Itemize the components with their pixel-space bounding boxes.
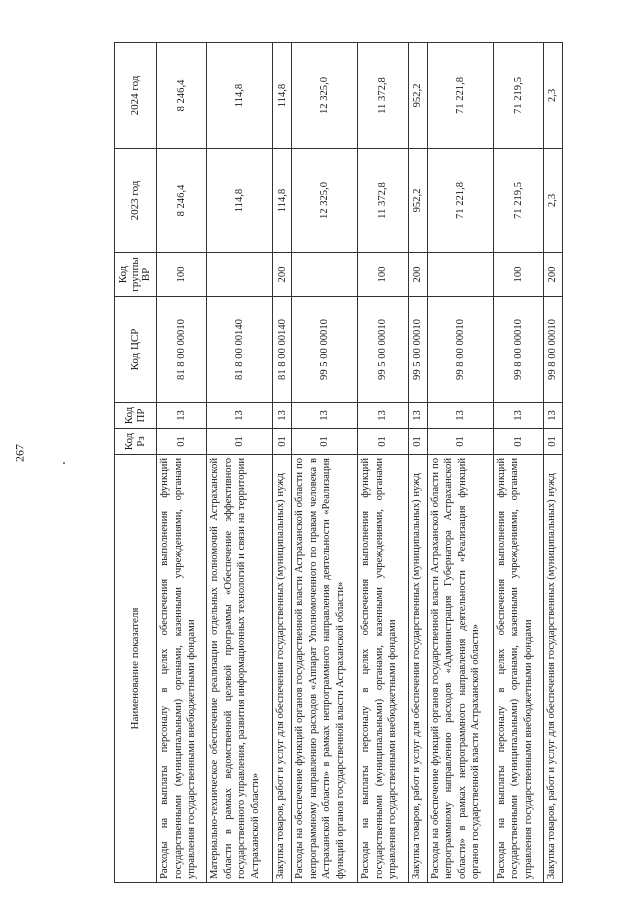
cell-y2023: 114,8 bbox=[207, 149, 273, 253]
cell-y2023: 952,2 bbox=[408, 149, 427, 253]
budget-table bbox=[114, 42, 563, 883]
cell-y2024: 114,8 bbox=[207, 43, 273, 149]
header-vr: Код группы ВР bbox=[115, 253, 157, 297]
cell-rz: 01 bbox=[493, 429, 543, 455]
cell-csr: 99 5 00 00010 bbox=[292, 297, 358, 403]
cell-csr: 99 8 00 00010 bbox=[427, 297, 493, 403]
cell-y2024: 8 246,4 bbox=[157, 43, 207, 149]
cell-name: Расходы на выплаты персоналу в целях обеспечения выполнения функций государственными (муниципальными) органами, казенными учреждениями, органами управления государственными внебюджетными фондами bbox=[157, 455, 207, 883]
table-row bbox=[358, 43, 408, 883]
table-row bbox=[543, 43, 562, 883]
table-row bbox=[493, 43, 543, 883]
table-row bbox=[408, 43, 427, 883]
cell-csr: 99 5 00 00010 bbox=[408, 297, 427, 403]
cell-pr: 13 bbox=[207, 403, 273, 429]
cell-vr: 200 bbox=[408, 253, 427, 297]
table-row bbox=[427, 43, 493, 883]
header-2024: 2024 год bbox=[115, 43, 157, 149]
cell-name: Расходы на выплаты персоналу в целях обеспечения выполнения функций государственными (муниципальными) органами, казенными учреждениями, органами управления государственными внебюджетными фондами bbox=[493, 455, 543, 883]
cell-y2023: 12 325,0 bbox=[292, 149, 358, 253]
cell-y2024: 952,2 bbox=[408, 43, 427, 149]
cell-vr: 200 bbox=[273, 253, 292, 297]
cell-rz: 01 bbox=[408, 429, 427, 455]
cell-pr: 13 bbox=[273, 403, 292, 429]
cell-y2023: 11 372,8 bbox=[358, 149, 408, 253]
table-row bbox=[157, 43, 207, 883]
cell-y2023: 71 219,5 bbox=[493, 149, 543, 253]
table-row bbox=[273, 43, 292, 883]
cell-csr: 81 8 00 00140 bbox=[273, 297, 292, 403]
cell-rz: 01 bbox=[358, 429, 408, 455]
header-csr: Код ЦСР bbox=[115, 297, 157, 403]
cell-y2024: 71 219,5 bbox=[493, 43, 543, 149]
cell-pr: 13 bbox=[358, 403, 408, 429]
cell-y2023: 8 246,4 bbox=[157, 149, 207, 253]
cell-y2024: 114,8 bbox=[273, 43, 292, 149]
cell-y2024: 11 372,8 bbox=[358, 43, 408, 149]
cell-name: Материально-техническое обеспечение реализации отдельных полномочий Астраханской области в рамках ведомственной целевой программы «Обеспечение эффективного государственного управления, развития информационных технологий и связи на территории Астраханской области» bbox=[207, 455, 273, 883]
cell-rz: 01 bbox=[157, 429, 207, 455]
header-name: Наименование показателя bbox=[115, 455, 157, 883]
cell-csr: 99 8 00 00010 bbox=[543, 297, 562, 403]
cell-pr: 13 bbox=[493, 403, 543, 429]
cell-csr: 81 8 00 00140 bbox=[207, 297, 273, 403]
cell-rz: 01 bbox=[292, 429, 358, 455]
cell-name: Закупка товаров, работ и услуг для обеспечения государственных (муниципальных) нужд bbox=[273, 455, 292, 883]
cell-y2023: 71 221,8 bbox=[427, 149, 493, 253]
cell-pr: 13 bbox=[292, 403, 358, 429]
cell-pr: 13 bbox=[408, 403, 427, 429]
table-row bbox=[207, 43, 273, 883]
header-rz: Код Рз bbox=[115, 429, 157, 455]
cell-vr: 100 bbox=[493, 253, 543, 297]
cell-pr: 13 bbox=[543, 403, 562, 429]
cell-name: Закупка товаров, работ и услуг для обеспечения государственных (муниципальных) нужд bbox=[408, 455, 427, 883]
rotated-table-container bbox=[114, 43, 563, 883]
page-number: 267 bbox=[12, 444, 27, 462]
cell-y2024: 71 221,8 bbox=[427, 43, 493, 149]
cell-vr: 100 bbox=[157, 253, 207, 297]
cell-pr: 13 bbox=[427, 403, 493, 429]
cell-csr: 81 8 00 00010 bbox=[157, 297, 207, 403]
cell-rz: 01 bbox=[427, 429, 493, 455]
cell-name: Расходы на обеспечение функций органов государственной власти Астраханской области по непрограммному направлению расходов «Администрация Губернатора Астраханской области» в рамках непрограммного направления деятельности «Реализация функций органов государственной власти Астраханской области» bbox=[427, 455, 493, 883]
cell-y2023: 114,8 bbox=[273, 149, 292, 253]
cell-vr bbox=[207, 253, 273, 297]
cell-name: Расходы на обеспечение функций органов государственной власти Астраханской области по непрограммному направлению расходов «Аппарат Уполномоченного по правам человека в Астраханской области» в рамках непрограммного направления деятельности «Реализация функций органов государственной власти Астраханской области» bbox=[292, 455, 358, 883]
header-2023: 2023 год bbox=[115, 149, 157, 253]
header-pr: Код ПР bbox=[115, 403, 157, 429]
cell-vr bbox=[292, 253, 358, 297]
cell-y2024: 12 325,0 bbox=[292, 43, 358, 149]
scan-speck bbox=[63, 462, 65, 464]
cell-y2023: 2,3 bbox=[543, 149, 562, 253]
cell-rz: 01 bbox=[273, 429, 292, 455]
cell-name: Закупка товаров, работ и услуг для обеспечения государственных (муниципальных) нужд bbox=[543, 455, 562, 883]
cell-y2024: 2,3 bbox=[543, 43, 562, 149]
cell-csr: 99 5 00 00010 bbox=[358, 297, 408, 403]
cell-name: Расходы на выплаты персоналу в целях обеспечения выполнения функций государственными (муниципальными) органами, казенными учреждениями, органами управления государственными внебюджетными фондами bbox=[358, 455, 408, 883]
cell-csr: 99 8 00 00010 bbox=[493, 297, 543, 403]
cell-rz: 01 bbox=[207, 429, 273, 455]
cell-pr: 13 bbox=[157, 403, 207, 429]
cell-rz: 01 bbox=[543, 429, 562, 455]
cell-vr bbox=[427, 253, 493, 297]
table-row bbox=[292, 43, 358, 883]
cell-vr: 100 bbox=[358, 253, 408, 297]
cell-vr: 200 bbox=[543, 253, 562, 297]
